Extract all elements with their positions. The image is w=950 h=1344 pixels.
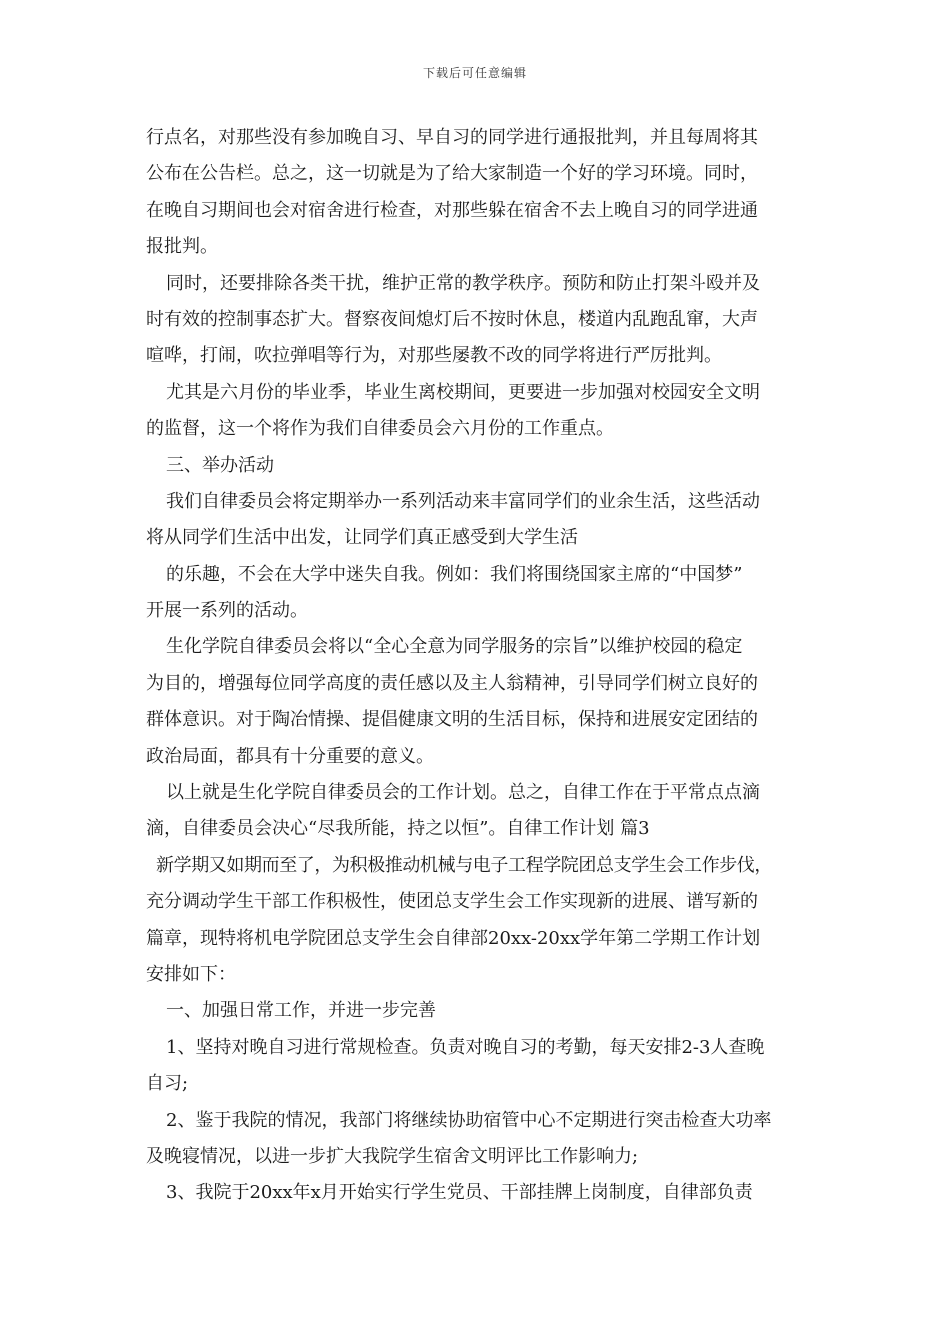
text-line: 在晚自习期间也会对宿舍进行检查，对那些躲在宿舍不去上晚自习的同学进通 [146, 199, 758, 221]
text-line: 自习; [146, 1073, 189, 1095]
text-line: 滴，自律委员会决心“尽我所能，持之以恒”。自律工作计划 篇3 [146, 818, 650, 840]
text-line: 报批判。 [146, 236, 218, 258]
text-line: 喧哗，打闹，吹拉弹唱等行为，对那些屡教不改的同学将进行严厉批判。 [146, 345, 722, 367]
text-line: 以上就是生化学院自律委员会的工作计划。总之，自律工作在于平常点点滴 [166, 782, 760, 804]
text-line: 的监督，这一个将作为我们自律委员会六月份的工作重点。 [146, 418, 614, 440]
text-line: 2、鉴于我院的情况，我部门将继续协助宿管中心不定期进行突击检查大功率 [166, 1109, 772, 1131]
page-header: 下载后可任意编辑 [422, 66, 527, 80]
text-line: 时有效的控制事态扩大。督察夜间熄灯后不按时休息，楼道内乱跑乱窜，大声 [146, 308, 758, 330]
text-line: 我们自律委员会将定期举办一系列活动来丰富同学们的业余生活，这些活动 [166, 490, 760, 512]
text-line: 为目的，增强每位同学高度的责任感以及主人翁精神，引导同学们树立良好的 [146, 672, 758, 694]
text-line: 生化学院自律委员会将以“全心全意为同学服务的宗旨”以维护校园的稳定 [166, 636, 743, 658]
text-line: 充分调动学生干部工作积极性，使团总支学生会工作实现新的进展、谱写新的 [146, 891, 758, 913]
document-body [146, 120, 814, 1212]
text-line: 及晚寝情况，以进一步扩大我院学生宿舍文明评比工作影响力; [146, 1145, 639, 1167]
text-line: 篇章，现特将机电学院团总支学生会自律部20xx-20xx学年第二学期工作计划 [146, 927, 761, 949]
text-line: 同时，还要排除各类干扰，维护正常的教学秩序。预防和防止打架斗殴并及 [166, 272, 760, 294]
text-line: 安排如下： [146, 963, 236, 985]
text-line: 一、加强日常工作，并进一步完善 [166, 1000, 436, 1022]
text-line: 政治局面，都具有十分重要的意义。 [146, 745, 434, 767]
text-line: 1、坚持对晚自习进行常规检查。负责对晚自习的考勤，每天安排2-3人查晚 [166, 1036, 765, 1058]
text-line: 三、举办活动 [166, 454, 274, 476]
text-line: 3、我院于20xx年x月开始实行学生党员、干部挂牌上岗制度，自律部负责 [166, 1182, 753, 1204]
text-line: 公布在公告栏。总之，这一切就是为了给大家制造一个好的学习环境。同时， [146, 163, 758, 185]
text-line: 开展一系列的活动。 [146, 600, 308, 622]
text-line: 群体意识。对于陶冶情操、提倡健康文明的生活目标，保持和进展安定团结的 [146, 709, 758, 731]
text-line: 将从同学们生活中出发，让同学们真正感受到大学生活 [146, 527, 578, 549]
text-line: 尤其是六月份的毕业季，毕业生离校期间，更要进一步加强对校园安全文明 [166, 381, 760, 403]
text-line: 行点名，对那些没有参加晚自习、早自习的同学进行通报批判，并且每周将其 [146, 127, 758, 148]
text-line: 的乐趣，不会在大学中迷失自我。例如：我们将围绕国家主席的“中国梦” [166, 563, 743, 585]
text-line: 新学期又如期而至了，为积极推动机械与电子工程学院团总支学生会工作步伐， [156, 854, 772, 876]
